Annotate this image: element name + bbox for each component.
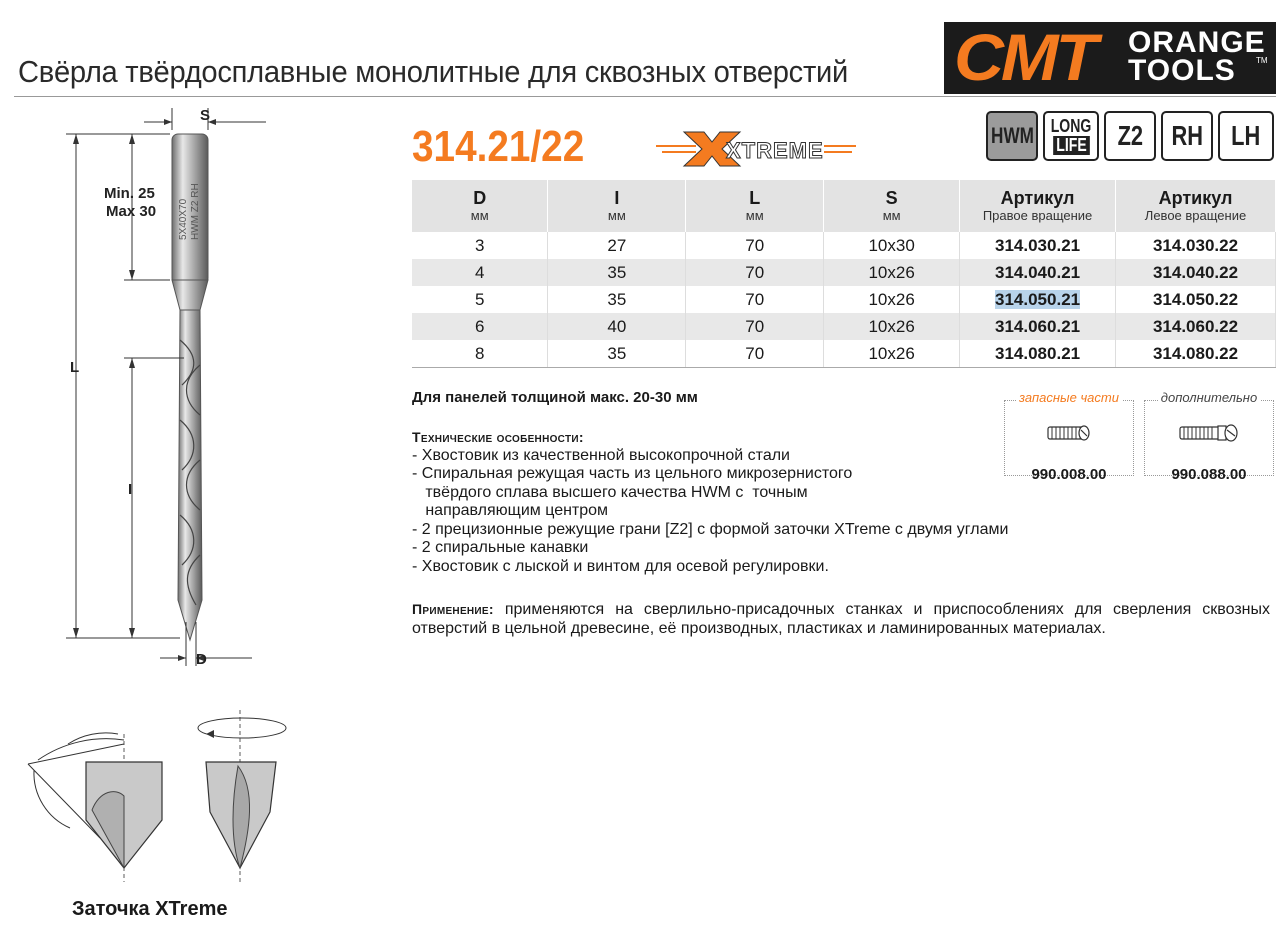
spare-part-code: 990.008.00 [1031,466,1107,483]
product-code: 314.21/22 [412,122,585,171]
spec-table [412,180,1276,368]
table-row: 4 35 70 10x26 314.040.21 314.040.22 [412,259,1276,286]
application-text: применяются на сверлильно-присадочных станках и приспособлениях для сверления сквозных отверстий в цельной древесине, её производных, пластиках и ламинированных материалах. [412,601,1270,637]
badge-hwm: HWM [986,111,1038,161]
feature-item: твёрдого сплава высшего качества HWM с точным [412,483,808,501]
application-label: Применение: [412,601,494,617]
table-row: 3 27 70 10x30 314.030.21 314.030.22 [412,232,1276,259]
tip-sharpening-drawing [20,700,310,890]
svg-text:Min. 25: Min. 25 [104,185,155,202]
spare-part-label: запасные части [1016,390,1122,405]
sharpening-caption: Заточка XTreme [72,898,228,920]
xtreme-text: XTREME [726,138,824,163]
table-row: 8 35 70 10x26 314.080.21 314.080.22 [412,340,1276,368]
svg-text:HWM Z2 RH: HWM Z2 RH [190,183,201,240]
optional-part-card[interactable] [1144,390,1274,486]
logo-tm-mark: TM [1256,56,1268,65]
spare-part-card[interactable] [1004,390,1134,486]
optional-part-code: 990.088.00 [1171,466,1247,483]
panels-note: Для панелей толщиной макс. 20-30 мм [412,389,698,406]
application-block [412,600,1270,638]
table-header-row [412,180,1276,232]
feature-item: - Спиральная режущая часть из цельного микрозернистого [412,465,853,482]
col-header-i: I мм [548,180,686,232]
long-screw-icon [1178,422,1240,444]
svg-text:Max 30: Max 30 [106,203,157,220]
feature-item: - 2 прецизионные режущие грани [Z2] с формой заточки XTreme с двумя углами [412,520,1009,538]
feature-item: - Хвостовик с лыской и винтом для осевой регулировки. [412,557,829,575]
table-row: 6 40 70 10x26 314.060.21 314.060.22 [412,313,1276,340]
optional-part-label: дополнительно [1158,390,1260,405]
logo-cmt-text: CMT [954,20,1095,94]
col-header-d: D мм [412,180,548,232]
brand-logo [944,22,1276,94]
col-header-article-left: Артикул Левое вращение [1116,180,1276,232]
screw-icon [1046,422,1092,444]
drill-drawing [20,100,310,680]
svg-text:L: L [70,359,80,376]
col-header-l: L мм [686,180,824,232]
title-divider [14,96,1276,97]
logo-orange-text: ORANGE [1128,26,1266,59]
col-header-s: S мм [824,180,960,232]
feature-item: - 2 спиральные канавки [412,539,589,556]
highlighted-article[interactable]: 314.050.21 [995,289,1081,309]
features-title: Технические особенности: [412,429,584,445]
svg-text:5X40X70: 5X40X70 [178,198,189,240]
badge-z2: Z2 [1104,111,1156,161]
xtreme-logo [656,126,856,170]
badge-long-life: LONG LIFE [1043,111,1099,161]
svg-text:I: I [128,481,133,498]
feature-item: - Хвостовик из качественной высокопрочной стали [412,446,790,464]
col-header-article-right: Артикул Правое вращение [960,180,1116,232]
badge-rh: RH [1161,111,1213,161]
page-title: Свёрла твёрдосплавные монолитные для сквозных отверстий [18,54,849,89]
table-row: 5 35 70 10x26 314.050.21 314.050.22 [412,286,1276,313]
badge-lh: LH [1218,111,1274,161]
svg-text:D: D [196,651,207,668]
feature-item: направляющим центром [412,502,609,519]
logo-tools-text: TOOLS [1128,54,1236,87]
svg-text:S: S [200,107,211,124]
